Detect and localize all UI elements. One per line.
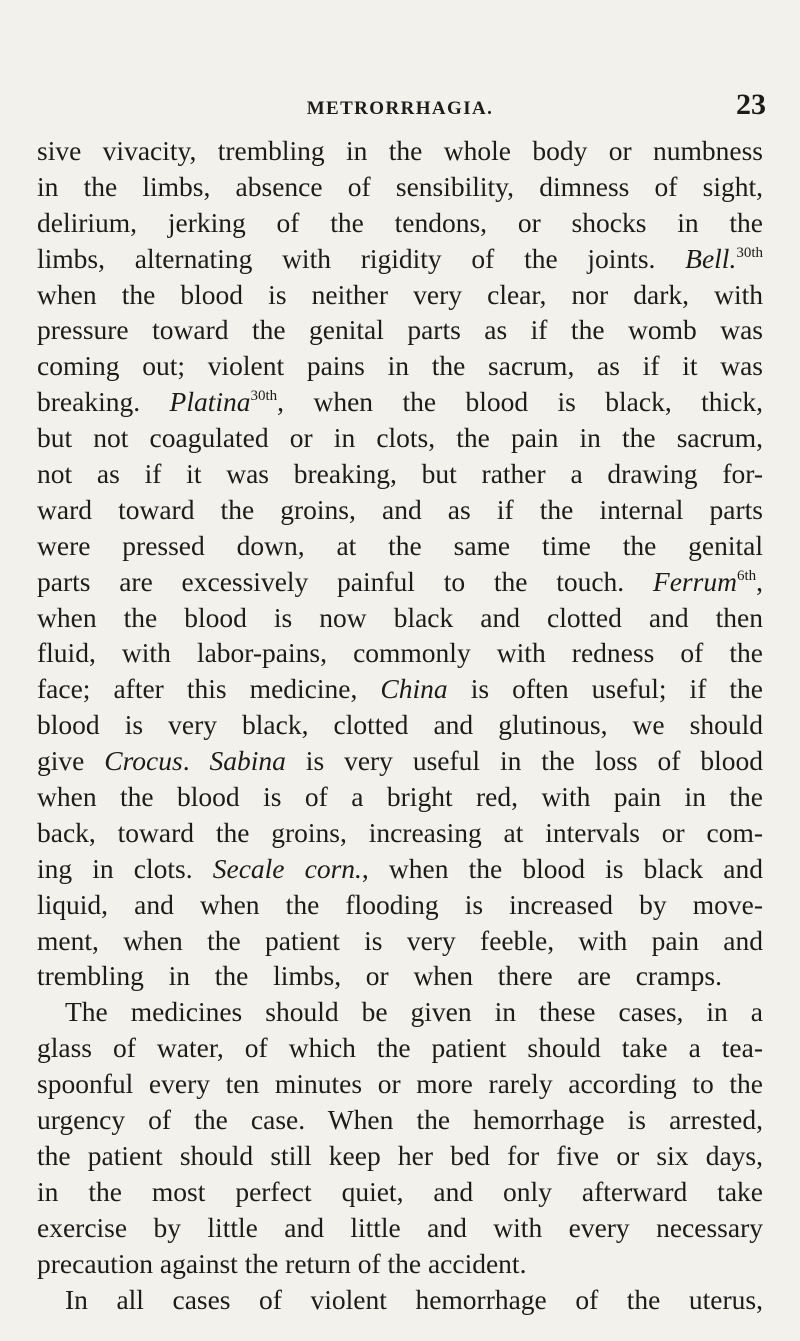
text-line: in the limbs, absence of sensibility, dimness of sight, <box>37 170 763 202</box>
potency: 6th <box>736 567 757 584</box>
text-line: were pressed down, at the same time the genital <box>37 529 763 561</box>
remedy-name: China <box>380 673 448 705</box>
text-line: ing in clots. Secale corn., when the blood is black and <box>37 852 763 884</box>
body-text <box>37 133 763 1317</box>
remedy-name: Secale corn. <box>212 852 362 884</box>
text-line: when the blood is neither very clear, nor dark, with <box>37 278 763 310</box>
remedy-name: Bell. <box>685 242 737 274</box>
potency: 30th <box>736 244 763 261</box>
text-line: The medicines should be given in these cases, in a <box>65 996 763 1028</box>
text-line: when the blood is now black and clotted and then <box>37 601 763 633</box>
remedy-name: Sabina <box>209 745 286 777</box>
text-line: ment, when the patient is very feeble, with pain and <box>37 924 763 956</box>
text-line: the patient should still keep her bed for five or six days, <box>37 1139 763 1171</box>
text-line: in the most perfect quiet, and only afterward take <box>37 1175 763 1207</box>
text-line: face; after this medicine, China is often useful; if the <box>37 673 763 705</box>
text-line: but not coagulated or in clots, the pain in the sacrum, <box>37 422 763 454</box>
text-line: precaution against the return of the accident. <box>37 1247 527 1279</box>
text-line: liquid, and when the flooding is increased by move- <box>37 888 763 920</box>
text-line: In all cases of violent hemorrhage of the uterus, <box>65 1283 763 1315</box>
text-line: fluid, with labor-pains, commonly with redness of the <box>37 637 763 669</box>
text-line: when the blood is of a bright red, with pain in the <box>37 781 763 813</box>
text-line: breaking. Platina$^{30th}$, when the blood is black, thick, <box>37 386 763 418</box>
text-line: blood is very black, clotted and glutinous, we should <box>37 709 763 741</box>
remedy-name: Ferrum <box>652 565 737 597</box>
text-line: urgency of the case. When the hemorrhage is arrested, <box>37 1104 763 1136</box>
text-line: trembling in the limbs, or when there are cramps. <box>37 960 722 992</box>
text-line: parts are excessively painful to the touch. Ferrum$^{6th}$, <box>37 565 763 597</box>
text-line: sive vivacity, trembling in the whole body or numbness <box>37 135 763 166</box>
text-line: pressure toward the genital parts as if the womb was <box>37 314 763 346</box>
text-line: back, toward the groins, increasing at intervals or com- <box>37 816 763 848</box>
remedy-name: Crocus <box>104 745 183 777</box>
text-line: give Crocus. Sabina is very useful in the loss of blood <box>37 745 763 777</box>
remedy-name: Platina <box>169 386 251 418</box>
text-line: delirium, jerking of the tendons, or shocks in the <box>37 206 763 238</box>
text-line: spoonful every ten minutes or more rarely according to the <box>37 1068 763 1100</box>
potency: 30th <box>250 388 278 405</box>
running-title: METRORRHAGIA. <box>306 98 494 119</box>
text-line: coming out; violent pains in the sacrum, as if it was <box>37 350 763 382</box>
page-number: 23 <box>736 88 766 121</box>
text-line: limbs, alternating with rigidity of the joints. Bell.$^{30th}$ <box>37 242 763 274</box>
running-head <box>0 88 800 128</box>
text-line: ward toward the groins, and as if the internal parts <box>37 493 763 525</box>
text-line: not as if it was breaking, but rather a drawing for- <box>37 458 763 490</box>
text-line: exercise by little and little and with every necessary <box>37 1211 763 1243</box>
text-line: glass of water, of which the patient should take a tea- <box>37 1032 763 1064</box>
